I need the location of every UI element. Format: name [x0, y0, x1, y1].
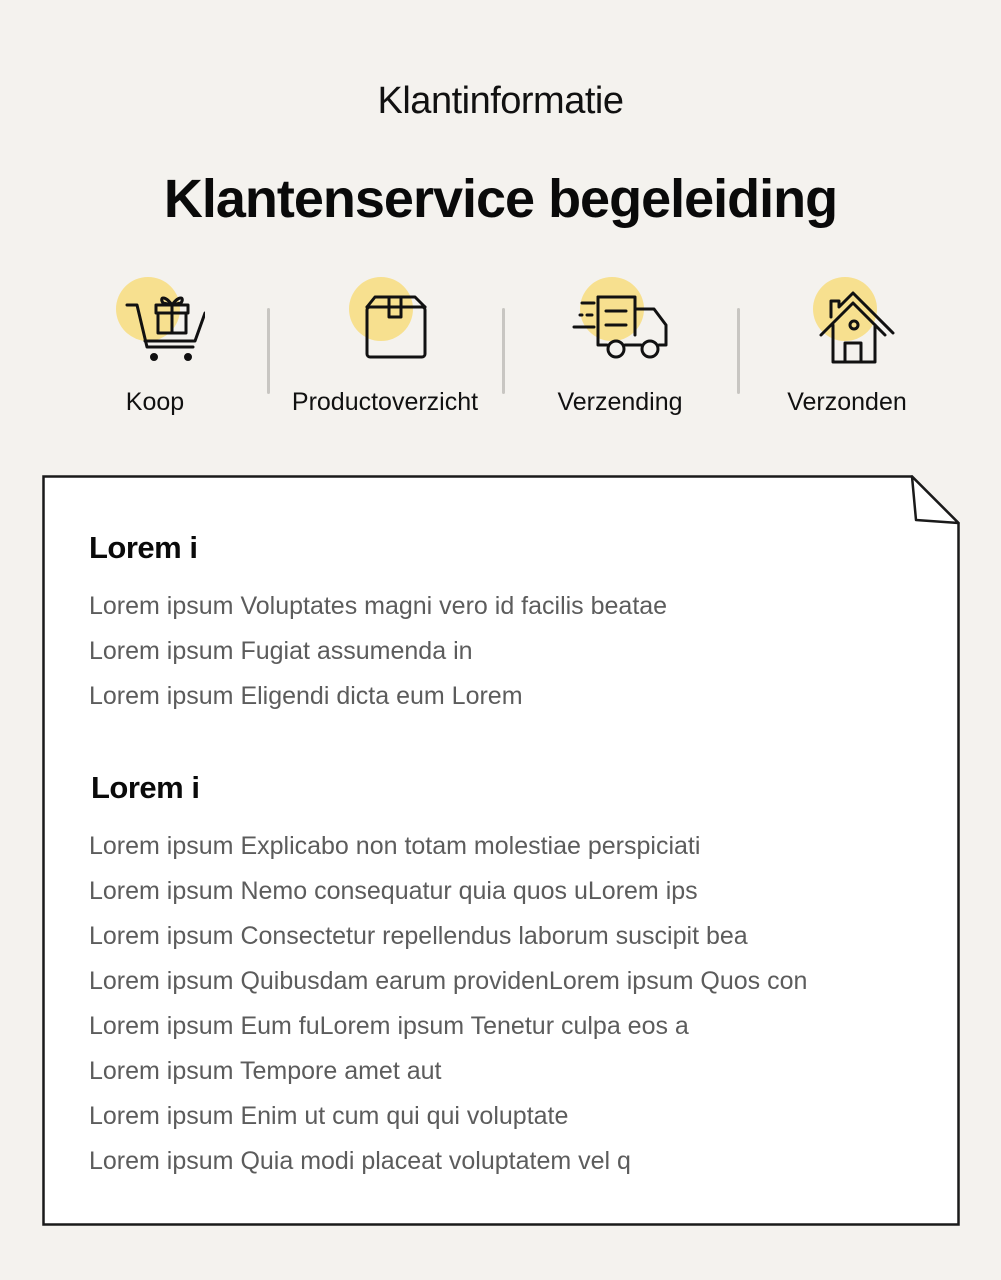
section-heading: Lorem i [89, 530, 198, 565]
package-box-icon [335, 275, 435, 370]
info-card [42, 475, 960, 1226]
shopping-cart-gift-icon [105, 275, 205, 370]
card-section-2 [91, 770, 807, 1184]
step-productoverzicht [270, 270, 500, 430]
list-item: Lorem ipsum Nemo consequatur quia quos uLorem ips [89, 877, 698, 905]
list-item: Lorem ipsum Eligendi dicta eum Lorem [89, 682, 523, 710]
step-verzonden [732, 270, 962, 430]
step-koop [40, 270, 270, 430]
step-label: Productoverzicht [291, 388, 479, 416]
list-item: Lorem ipsum Quia modi placeat voluptatem vel q [89, 1147, 631, 1175]
step-label: Verzonden [787, 388, 907, 416]
process-steps [0, 270, 1001, 430]
card-section-1 [89, 530, 667, 719]
list-item: Lorem ipsum Voluptates magni vero id facilis beatae [89, 592, 668, 620]
page-subtitle: Klantinformatie [377, 80, 624, 122]
list-item: Lorem ipsum Eum fuLorem ipsum Tenetur culpa eos a [89, 1012, 689, 1040]
list-item: Lorem ipsum Quibusdam earum providenLorem ipsum Quos con [89, 967, 808, 995]
page-title: Klantenservice begeleiding [163, 169, 838, 229]
house-icon [797, 275, 897, 370]
step-verzending [505, 270, 735, 430]
section-list [89, 584, 667, 719]
step-label: Koop [125, 388, 185, 416]
list-item: Lorem ipsum Enim ut cum qui qui voluptate [89, 1102, 569, 1130]
delivery-truck-icon [570, 275, 670, 370]
section-heading: Lorem i [91, 770, 200, 805]
step-label: Verzending [557, 388, 683, 416]
list-item: Lorem ipsum Tempore amet aut [89, 1057, 442, 1085]
list-item: Lorem ipsum Fugiat assumenda in [89, 637, 473, 665]
list-item: Lorem ipsum Consectetur repellendus laborum suscipit bea [89, 922, 748, 950]
list-item: Lorem ipsum Explicabo non totam molestiae perspiciati [89, 832, 701, 860]
section-list [89, 824, 807, 1184]
